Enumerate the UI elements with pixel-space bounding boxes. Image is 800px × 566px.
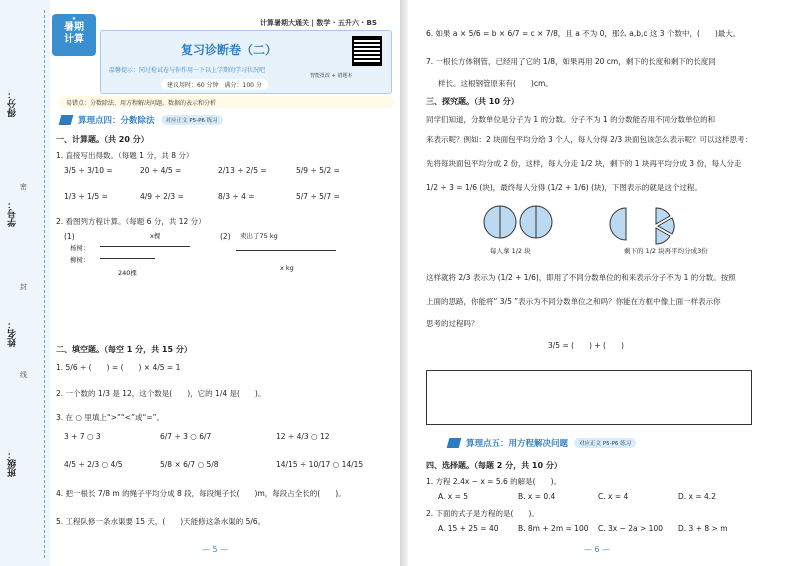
choice-1: 1. 方程 2.4x − x = 5.6 的解是( )。 <box>426 477 561 486</box>
q1-item-1: 3/5 ÷ 3/10 = <box>64 166 113 175</box>
choice-1-opt-c[interactable]: C. x = 4 <box>598 492 629 501</box>
point4-header <box>60 113 223 127</box>
class-label: 班级： <box>8 450 18 477</box>
seal-char-mi: 密 <box>20 183 27 191</box>
section-3-title: 三、探究题。（共 10 分） <box>426 97 519 106</box>
choice-1-opt-b[interactable]: B. x = 0.4 <box>518 492 556 501</box>
explore-line-4: 1/2 ÷ 3 = 1/6 (块)，最终每人分得 (1/2 + 1/6) (块)，下图表示的就是这个过程。 <box>426 183 702 192</box>
fill-7-line1: 7. 一根长方体钢管，已经用了它的 1/8，如果再用 20 cm，剩下的长度和剩下的长度同 <box>426 57 716 66</box>
q2a-value: 240棵 <box>118 269 137 277</box>
explore-line-6: 上面的思路，你能将“ 3/5 ”表示为不同分数单位之和吗？你能在方框中像上面一样表示你 <box>426 297 721 306</box>
explore-line-3: 先将每块面包平均分成 2 份，这样，每人分走 1/2 块，剩下的 1 块再平均分成 3 份，每人分走 <box>426 159 742 168</box>
student-id-label: 学号： <box>8 200 18 227</box>
explore-line-5: 这样就将 2/3 表示为 (1/2 + 1/6)，即用了不同分数单位的和来表示分子不为 1 的分数。按照 <box>426 273 736 282</box>
point4-title: 算理点四：分数除法 <box>78 116 155 126</box>
answer-box[interactable] <box>426 370 752 425</box>
seal-char-feng: 封 <box>20 283 27 291</box>
seal-char-xian: 线 <box>20 371 27 379</box>
q2a-yang-bar <box>100 246 190 247</box>
split-thirds <box>656 208 674 244</box>
compare-4: 4/5 ÷ 2/3 ○ 4/5 <box>64 460 123 469</box>
q1-item-4: 5/9 ÷ 5/2 = <box>296 166 340 175</box>
series-title: 计算暑期大通关 | 数学 · 五升六 · BS <box>260 19 377 27</box>
q2a-x-label: x棵 <box>150 232 161 240</box>
fill-6: 6. 如果 a × 5/6 = b × 6/7 = c × 7/8，且 a 不为 0，那么 a,b,c 这 3 个数中，( )最大。 <box>426 29 741 38</box>
point5-title: 算理点五：用方程解决问题 <box>466 439 569 449</box>
summer-logo: ★ 暑期 计算 <box>52 14 96 56</box>
split-half <box>610 208 626 240</box>
q2b-x-label: x kg <box>280 264 294 272</box>
fill-4: 4. 把一根长 7/8 m 的绳子平均分成 8 段，每段绳子长( )m，每段占全长的( )。 <box>56 489 346 498</box>
bread-circle-2 <box>520 206 552 238</box>
right-page <box>408 0 800 566</box>
choice-1-opt-d[interactable]: D. x = 4.2 <box>678 492 716 501</box>
choice-2-opt-b[interactable]: B. 8m + 2m = 100 <box>518 524 589 533</box>
page-number-left: — 5 — <box>202 545 229 554</box>
fill-2: 2. 一个数的 1/3 是 12，这个数是( )，它的 1/4 是( )。 <box>56 389 266 398</box>
q2a-liu-label: 柳树： <box>70 256 90 264</box>
q1-title: 1. 直接写出得数。（每题 1 分，共 8 分） <box>56 151 194 160</box>
choice-2-opt-c[interactable]: C. 3x − 2a > 100 <box>598 524 664 533</box>
q1-item-2: 20 ÷ 4/5 = <box>140 166 182 175</box>
fill-7-line2: 样长。这根钢管原来有( )cm。 <box>438 79 553 88</box>
compare-5: 5/8 × 6/7 ○ 5/8 <box>160 460 219 469</box>
name-label: 姓名： <box>8 320 18 347</box>
page-number-right: — 6 — <box>584 545 611 554</box>
exam-time-score: 建议用时：60 分钟 满分：100 分 <box>161 79 268 90</box>
explore-line-1: 同学们知道，分数单位是分子为 1 的分数。分子不为 1 的分数能否用不同分数单位的和 <box>426 115 716 124</box>
qr-label: 智能批改 + 错题本 <box>310 73 353 79</box>
bread-circle-1 <box>484 206 516 238</box>
book-gutter <box>400 0 408 566</box>
section-1-title: 一、计算题。（共 20 分） <box>56 135 149 144</box>
pencil-icon <box>59 115 74 125</box>
section-2-title: 二、填空题。（每空 1 分，共 15 分） <box>56 345 192 354</box>
choice-2-opt-a[interactable]: A. 15 + 25 = 40 <box>438 524 499 533</box>
exam-tip: 温馨提示：同过检试卷与你作用一下以上学期的学习状况吧 <box>109 67 266 74</box>
compare-2: 6/7 ÷ 3 ○ 6/7 <box>160 432 212 441</box>
q1-item-7: 8/3 ÷ 4 = <box>218 192 255 201</box>
figure-2-label: 剩下的 1/2 块再平均分成3份 <box>624 247 708 255</box>
compare-6: 14/15 ÷ 10/17 ○ 14/15 <box>276 460 364 469</box>
compare-3: 12 ÷ 4/3 ○ 12 <box>276 432 330 441</box>
score-label: 得分： <box>8 90 18 117</box>
pencil-icon <box>447 438 462 448</box>
choice-1-opt-a[interactable]: A. x = 5 <box>438 492 469 501</box>
q1-item-5: 1/3 ÷ 1/5 = <box>64 192 108 201</box>
q2b-label: (2) <box>220 232 231 241</box>
figure-1-label: 每人拿 1/2 块 <box>490 247 531 255</box>
q2-title: 2. 看图列方程计算。（每题 6 分，共 12 分） <box>56 217 206 226</box>
binding-cut-line <box>44 10 45 558</box>
point4-tag: 对应正文 P5-P6 练习 <box>161 115 223 125</box>
choice-2: 2. 下面的式子是方程的是( )。 <box>426 509 539 518</box>
fill-3: 3. 在 ○ 里填上“>”“<”或“=”。 <box>56 413 165 422</box>
q2a-yang-label: 杨树： <box>70 244 90 252</box>
exam-banner <box>100 30 392 94</box>
point5-header <box>448 436 636 450</box>
error-prone-note: 易错点：分数除法、用方程解决问题、数据的表示和分析 <box>58 96 394 108</box>
qr-code-icon[interactable] <box>352 36 382 66</box>
fill-5: 5. 工程队修一条水渠要 15 天，( )天能修这条水渠的 5/6。 <box>56 517 266 526</box>
q2b-top-label: 卖出了75 kg <box>240 232 278 240</box>
q1-item-6: 4/9 ÷ 2/3 = <box>140 192 184 201</box>
q2a-label: (1) <box>64 232 75 241</box>
q1-item-3: 2/13 ÷ 2/5 = <box>218 166 267 175</box>
choice-2-opt-d[interactable]: D. 3 + 8 > m <box>678 524 728 533</box>
explore-equation: 3/5 = ( ) + ( ) <box>548 341 624 350</box>
q2b-bar <box>236 250 336 251</box>
explore-line-7: 思考的过程吗？ <box>426 319 479 328</box>
exam-title: 复习诊断卷（二） <box>181 43 278 57</box>
section-4-title: 四、选择题。（每题 2 分，共 10 分） <box>426 461 562 470</box>
explore-line-2: 来表示呢？例如：2 块面包平均分给 3 个人，每人分得 2/3 块面包该怎么表示呢？可以这样思考： <box>426 135 753 144</box>
compare-1: 3 + 7 ○ 3 <box>64 432 101 441</box>
q2a-liu-bar <box>100 258 155 259</box>
fill-1: 1. 5/6 ÷ ( ) = ( ) × 4/5 = 1 <box>56 363 181 372</box>
point5-tag: 对应正文 P5-P6 练习 <box>574 438 636 448</box>
q1-item-8: 5/7 ÷ 5/7 = <box>296 192 340 201</box>
